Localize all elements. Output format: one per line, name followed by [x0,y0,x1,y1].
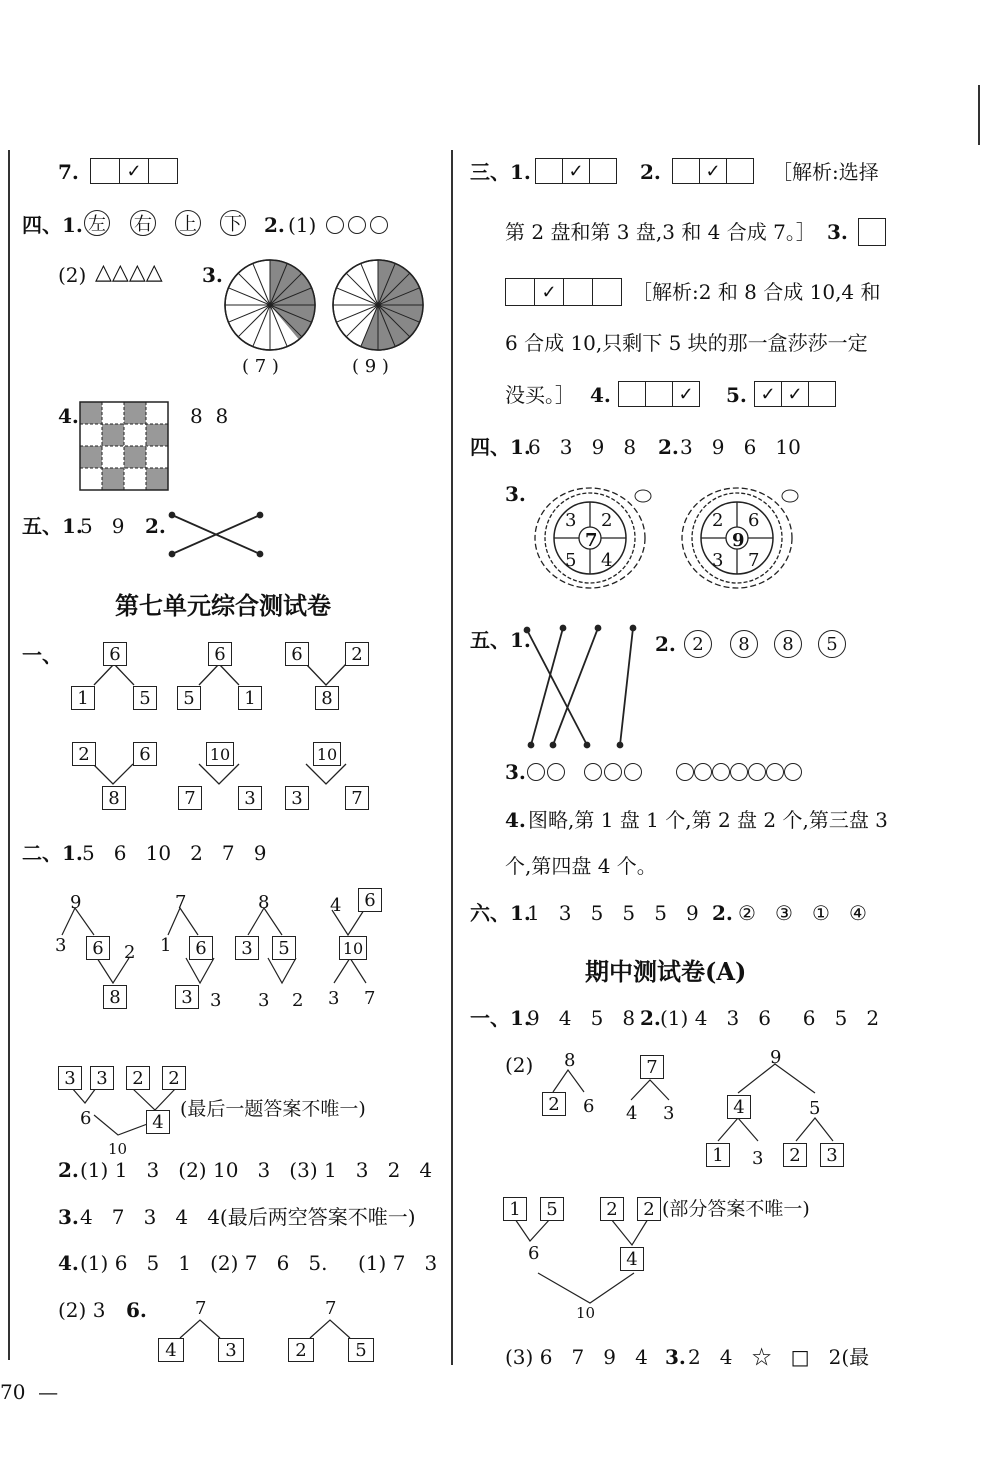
num-box: 7 [345,786,369,810]
tree-num: 9 [770,1047,782,1068]
num-box: 3 [58,1066,82,1090]
sec4-label: 四、1. [22,213,83,237]
num-circle: 8 [730,630,758,658]
wheel-num: 6 [748,510,760,531]
num-box: 2 [600,1197,624,1221]
tree-num: 3 [55,935,67,956]
sum-num: 6 [528,1243,540,1264]
num-box: 2 [637,1197,661,1221]
num-box: 4 [146,1110,170,1134]
num-box: 5 [540,1197,564,1221]
num-box: 6 [133,742,157,766]
r-sec5-t4a: 图略,第 1 盘 1 个,第 2 盘 2 个,第三盘 3 [528,808,888,832]
l6-label: 6. [126,1298,147,1322]
num-box: 10 [339,936,367,960]
q2b: (2) [58,263,87,287]
tree-num: 3 [752,1148,764,1169]
circle-shape [604,763,622,781]
sec1-label: 一、 [22,643,62,667]
num-box: 4 [620,1247,644,1271]
num-box: 3 [90,1066,114,1090]
q4-label: 4. [58,404,79,428]
page-number: 70 — [0,1380,59,1404]
num-box: 5 [177,686,201,710]
r-line2: 第 2 盘和第 3 盘,3 和 4 合成 7。］ [505,220,816,244]
r-sec4-t1: 6 3 9 8 [528,435,637,459]
answer-box-checked: ✓ [699,158,727,184]
tree-num: 3 [663,1103,675,1124]
pie-label-1: ( 7 ) [242,356,279,377]
char-circle: 上 [175,210,201,236]
r-q3: 3. [827,220,848,244]
wheel-num: 5 [565,550,577,571]
circle-shape [527,763,545,781]
num-box: 8 [102,786,126,810]
r-sec4-q3: 3. [505,482,526,506]
wheel-num: 9 [732,530,745,551]
r-q4: 4. [590,383,611,407]
sum-num: 6 [80,1108,92,1129]
answer-box-checked: ✓ [119,158,149,184]
num-box: 1 [503,1197,527,1221]
r-sec5-label: 五、1. [470,628,531,652]
m1-last: (3) 6 7 9 4 [505,1345,648,1369]
wheel-num: 2 [601,510,613,531]
l4-text: (1) 6 5 1 (2) 7 6 5. [80,1251,328,1275]
answer-box-checked: ✓ [754,381,782,407]
r-sec6-t2: ② ③ ① ④ [738,901,867,925]
num-box: 2 [72,742,96,766]
sum-num: 10 [576,1304,596,1322]
wheel-num: 3 [565,510,577,531]
tree-num: 7 [195,1298,207,1319]
answer-box-checked: ✓ [534,278,564,306]
circle-shape [748,763,766,781]
wheel-num: 7 [585,530,598,551]
circle-shape [676,763,694,781]
midterm-title: 期中测试卷(A) [585,957,747,986]
tree-num: 3 [210,990,222,1011]
m1-last2: 2 4 ☆ □ 2(最 [688,1345,870,1369]
circle-shape [584,763,602,781]
num-box: 5 [133,686,157,710]
m1-label: 一、1. [470,1006,531,1030]
num-circle: 5 [818,630,846,658]
r-sec5-q3: 3. [505,760,526,784]
q2a: (1) [288,213,317,237]
tree-num: 9 [70,892,82,913]
r-note1: ［解析:选择 [772,160,879,184]
tree-num: 2 [124,942,136,963]
num-box: 2 [126,1066,150,1090]
num-box: 3 [218,1338,244,1362]
r-line4: 6 合成 10,只剩下 5 块的那一盒莎莎一定 [505,331,868,355]
l3-label: 3. [58,1205,79,1229]
num-box: 2 [345,642,369,666]
l2-text: (1) 1 3 (2) 10 3 (3) 1 3 2 4 [80,1158,433,1182]
num-box: 7 [178,786,202,810]
circle-shape [730,763,748,781]
num-box: 8 [315,686,339,710]
q4-answer: 8 8 [190,404,229,428]
num-box: 6 [285,642,309,666]
m1-p2: (2) [505,1053,534,1077]
num-box: 6 [86,936,110,960]
q2-label: 2. [264,213,285,237]
tree-num: 3 [328,988,340,1009]
r-sec4-label: 四、1. [470,435,531,459]
m1-note: (部分答案不唯一) [662,1198,810,1220]
r-sec6-t1: 1 3 5 5 5 9 [527,901,699,925]
num-box: 5 [272,936,296,960]
num-box: 6 [189,936,213,960]
circle-shape [547,763,565,781]
num-box: 2 [162,1066,186,1090]
r-sec5-q2: 2. [655,632,676,656]
answer-box-checked: ✓ [781,381,809,407]
r-sec6-label: 六、1. [470,901,531,925]
answer-box-checked: ✓ [672,381,700,407]
q7-label: 7. [58,160,79,184]
char-circle: 下 [220,210,246,236]
triangles: △△△△ [95,260,163,285]
sum-num: 10 [108,1140,128,1158]
matching-lines-2 [525,626,636,748]
num-box: 6 [103,642,127,666]
num-box: 3 [235,936,259,960]
answer-box-checked: ✓ [562,158,590,184]
tree-num: 7 [364,988,376,1009]
num-box: 8 [103,985,127,1009]
num-box: 5 [348,1338,374,1362]
note: (最后一题答案不唯一) [180,1098,366,1120]
r-sec4-q2: 2. [658,435,679,459]
tree-num: 7 [325,1298,337,1319]
l3-text: 4 7 3 4 4(最后两空答案不唯一) [80,1205,416,1229]
unit-title: 第七单元综合测试卷 [115,591,331,620]
r-sec5-t4b: 个,第四盘 4 个。 [505,854,657,878]
circle-shape [694,763,712,781]
tree-num: 2 [292,990,304,1011]
r-sec4-t2: 3 9 6 10 [680,435,801,459]
tree-num: 8 [258,892,270,913]
sec5-label: 五、1. [22,514,83,538]
char-circle: 左 [84,210,110,236]
tree-num: 5 [809,1098,821,1119]
l4-text2: (1) 7 3 [358,1251,438,1275]
num-box: 3 [175,985,199,1009]
circle-shape [624,763,642,781]
m1-t2: (1) 4 3 6 6 5 2 [660,1006,880,1030]
q3-label: 3. [202,263,223,287]
r-sec5-q4: 4. [505,808,526,832]
num-box: 1 [71,686,95,710]
tree-num: 7 [175,892,187,913]
wheel-num: 7 [748,550,760,571]
r-q2: 2. [640,160,661,184]
num-box: 4 [727,1095,751,1119]
l6-pre: (2) 3 [58,1298,106,1322]
r-line5: 没买。］ [505,383,575,407]
num-box: 3 [238,786,262,810]
sec2-nums: 5 6 10 2 7 9 [82,841,267,865]
l2-label: 2. [58,1158,79,1182]
char-circle: 右 [130,210,156,236]
wheel-num: 3 [712,550,724,571]
tree-num: 4 [330,895,342,916]
num-box: 2 [288,1338,314,1362]
num-box: 7 [640,1055,664,1079]
num-box: 6 [208,642,232,666]
r-q5: 5. [726,383,747,407]
circle-shape [712,763,730,781]
tree-num: 3 [258,990,270,1011]
m1-q3: 3. [665,1345,686,1369]
num-circle: 2 [684,630,712,658]
num-circle: 8 [774,630,802,658]
num-box: 10 [206,742,234,766]
num-box: 6 [358,888,382,912]
m1-q2: 2. [640,1006,661,1030]
tree-num: 1 [160,935,172,956]
l4-label: 4. [58,1251,79,1275]
r-sec3-label: 三、1. [470,160,531,184]
num-box: 1 [706,1143,730,1167]
num-box: 1 [238,686,262,710]
num-box: 3 [285,786,309,810]
m1-t1: 9 4 5 8 [527,1006,636,1030]
tree-num: 4 [626,1103,638,1124]
pie-label-2: ( 9 ) [352,356,389,377]
sec5-nums: 5 9 [80,514,125,538]
wheel-num: 4 [601,550,613,571]
sec5-q2: 2. [145,514,166,538]
num-box: 10 [313,742,341,766]
wheel-num: 2 [712,510,724,531]
num-box: 4 [158,1338,184,1362]
sec2-label: 二、1. [22,841,83,865]
r-note2: ［解析:2 和 8 合成 10,4 和 [632,280,881,304]
circle-shape [784,763,802,781]
num-box: 2 [783,1143,807,1167]
tree-num: 6 [583,1096,595,1117]
num-box: 2 [542,1092,566,1116]
r-sec6-q2: 2. [712,901,733,925]
tree-num: 8 [564,1050,576,1071]
circle-shape [766,763,784,781]
num-box: 3 [820,1143,844,1167]
